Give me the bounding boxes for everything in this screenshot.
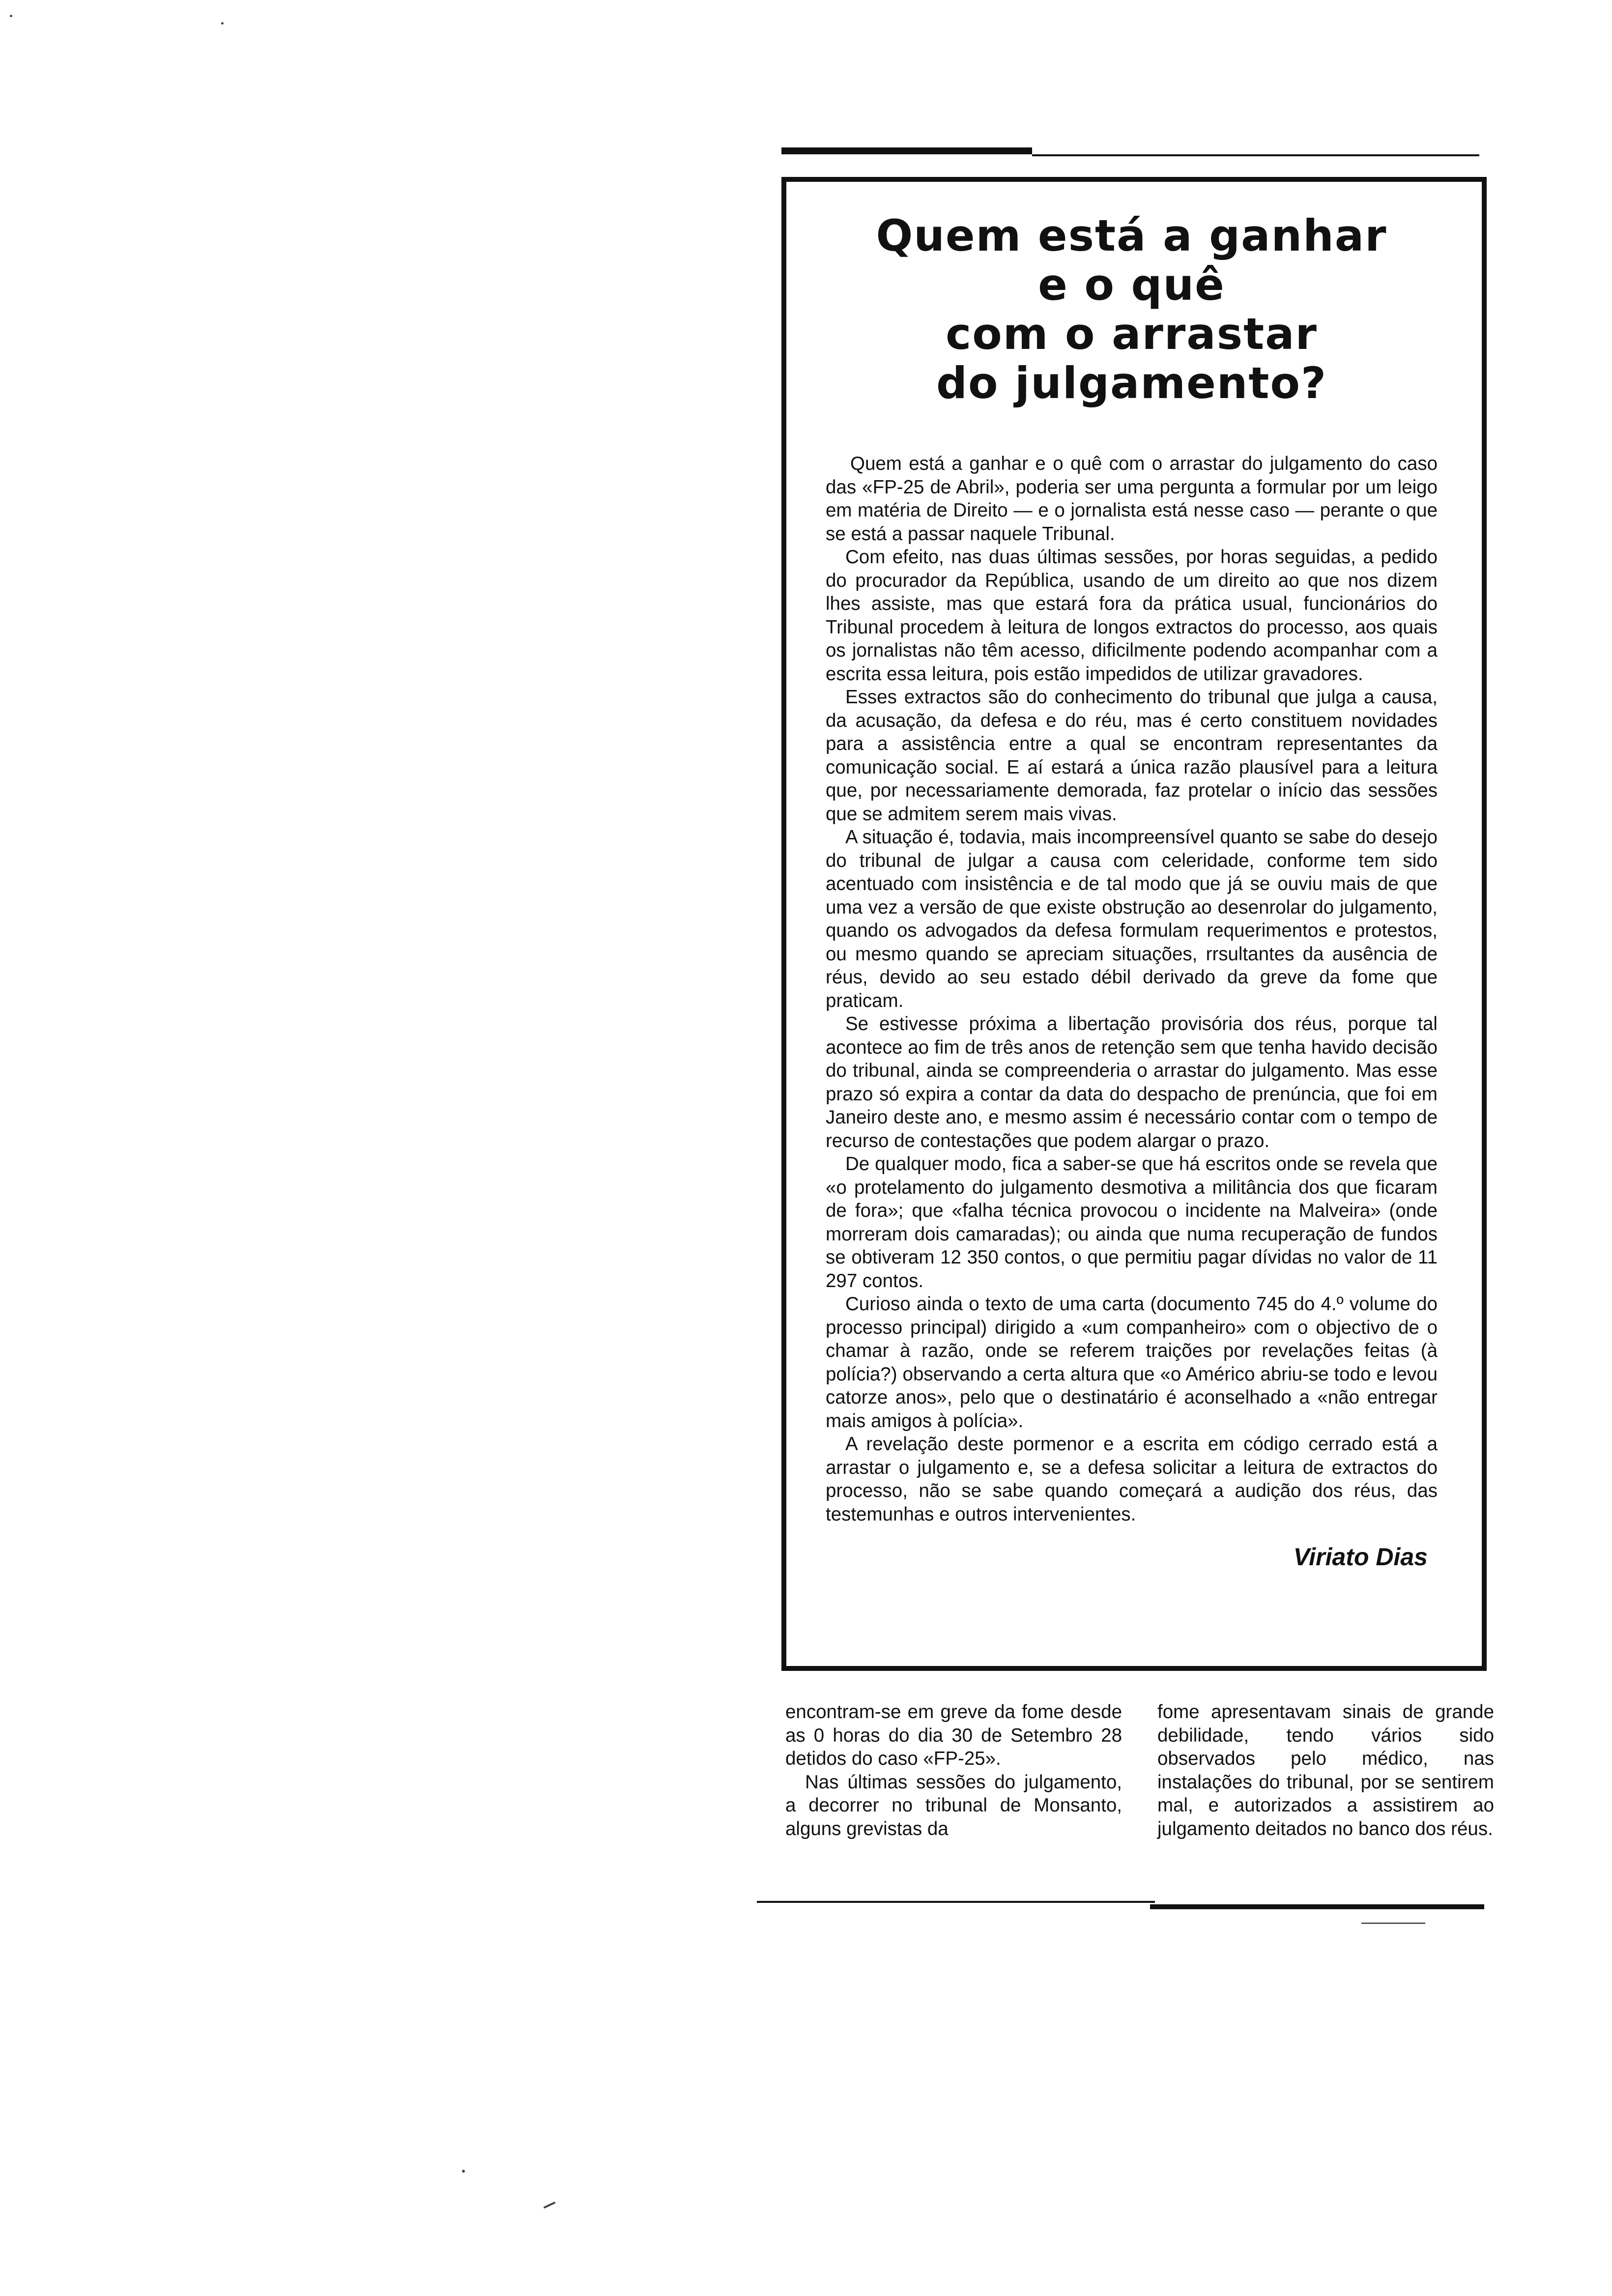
headline <box>826 211 1438 408</box>
top-rule-thin <box>1032 154 1479 156</box>
paragraph-3: Esses extractos são do conhecimento do tribunal que julga a causa, da acusação, da defesa e do réu, mas é certo constituem novidades para a assistência entre a qual se encontram representantes da comunicação social. E aí estará a única razão plausível para a leitura que, por necessariamente demorada, faz protelar o início das sessões que se admitem serem mais vivas. <box>826 687 1438 825</box>
sidebar-right-column <box>1157 1700 1494 1840</box>
paragraph-8: A revelação deste pormenor e a escrita em código cerrado está a arrastar o julgamento e, se a defesa solicitar a leitura de extractos do processo, não se sabe quando começará a audição dos réus, das testemunhas e outros intervenientes. <box>826 1434 1438 1525</box>
sidebar-left-column <box>785 1700 1122 1840</box>
sidebar-right-paragraph-1: fome apresentavam sinais de grande debilidade, tendo vários sido observados pelo médico, nas instalações do tribunal, por se sentirem mal, e autorizados a assistirem ao julgamento deitados no banco dos réus. <box>1157 1701 1494 1839</box>
scan-speck <box>462 2170 465 2173</box>
headline-line-2: e o quê <box>1038 259 1225 310</box>
paragraph-7: Curioso ainda o texto de uma carta (documento 745 do 4.º volume do processo principal) dirigido a «um companheiro» com o objectivo de o chamar à razão, onde se referem traições por revelações feitas (à polícia?) observando a certa altura que «o Américo abriu-se todo e levou catorze anos», pelo que o destinatário é aconselhado a «não entregar mais amigos à polícia». <box>826 1293 1438 1432</box>
article-body <box>826 452 1438 1526</box>
paragraph-6: De qualquer modo, fica a saber-se que há escritos onde se revela que «o protelamento do julgamento desmotiva a militância dos que ficaram de fora»; que «falha técnica provocou o incidente na Malveira» (onde morreram dois camaradas); ou ainda que numa recuperação de fundos se obtiveram 12 350 contos, o que permitiu pagar dívidas no valor de 11 297 contos. <box>826 1153 1438 1292</box>
scan-mark <box>543 2202 555 2209</box>
bottom-rule-right <box>1150 1904 1484 1909</box>
paragraph-1: Quem está a ganhar e o quê com o arrastar do julgamento do caso das «FP-25 de Abril», poderia ser uma pergunta a formular por um leigo em matéria de Direito — e o jornalista está nesse caso — perante o que se está a passar naquele Tribunal. <box>826 453 1438 545</box>
headline-line-4: do julgamento? <box>936 358 1327 408</box>
sidebar-left-paragraph-1: encontram-se em greve da fome desde as 0 horas do dia 30 de Setembro 28 detidos do caso «FP-25». <box>785 1701 1122 1769</box>
byline: Viriato Dias <box>1293 1543 1428 1571</box>
paragraph-4: A situação é, todavia, mais incompreensível quanto se sabe do desejo do tribunal de julgar a causa com celeridade, conforme tem sido acentuado com insistência e de tal modo que já se ouviu mais de que uma vez a versão de que existe obstrução ao desenrolar do julgamento, quando os advogados da defesa formulam requerimentos e protestos, ou mesmo quando se apreciam situações, rrsultantes da ausência de réus, devido ao seu estado débil derivado da greve da fome que praticam. <box>826 827 1438 1011</box>
headline-line-3: com o arrastar <box>946 309 1318 359</box>
top-rule <box>781 147 1032 154</box>
headline-line-1: Quem está a ganhar <box>876 210 1387 261</box>
bottom-rule-left <box>757 1901 1155 1903</box>
bottom-rule-small <box>1361 1923 1425 1924</box>
article-box <box>781 177 1487 1671</box>
scan-speck <box>10 15 12 17</box>
scan-speck <box>221 22 224 25</box>
paragraph-5: Se estivesse próxima a libertação provisória dos réus, porque tal acontece ao fim de três anos de retenção sem que tenha havido decisão do tribunal, ainda se compreenderia o arrastar do julgamento. Mas esse prazo só expira a contar da data do despacho de prenúncia, que foi em Janeiro deste ano, e mesmo assim é necessário contar com o tempo de recurso de contestações que podem alargar o prazo. <box>826 1013 1438 1151</box>
sidebar-left-paragraph-2: Nas últimas sessões do julgamento, a decorrer no tribunal de Monsanto, alguns grevistas da <box>785 1771 1122 1839</box>
paragraph-2: Com efeito, nas duas últimas sessões, por horas seguidas, a pedido do procurador da República, usando de um direito ao que nos dizem lhes assiste, mas que estará fora da prática usual, funcionários do Tribunal procedem à leitura de longos extractos do processo, aos quais os jornalistas não têm acesso, dificilmente podendo acompanhar com a escrita essa leitura, pois estão impedidos de utilizar gravadores. <box>826 546 1438 685</box>
